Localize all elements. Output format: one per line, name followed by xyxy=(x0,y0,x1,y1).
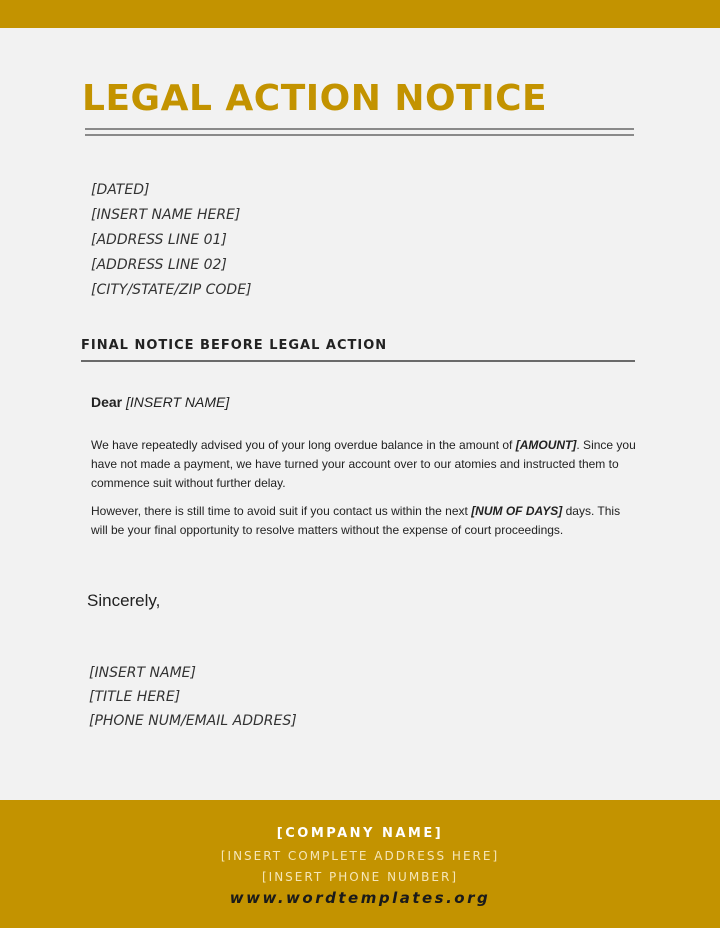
section-rule xyxy=(81,360,635,362)
paragraph-2-text-end: days. This will be your final opportunity to resolve matters without the expense of court proceedings. xyxy=(91,504,621,537)
recipient-block xyxy=(91,181,252,306)
section-title: FINAL NOTICE BEFORE LEGAL ACTION xyxy=(81,338,388,353)
paragraph-1-text: We have repeatedly advised you of your long overdue balance in the amount of xyxy=(91,438,516,452)
signature-title: [TITLE HERE] xyxy=(89,689,181,705)
address-line-2: [ADDRESS LINE 02] xyxy=(91,257,227,273)
address-line-1: [ADDRESS LINE 01] xyxy=(91,232,227,248)
signature-name: [INSERT NAME] xyxy=(89,665,196,681)
salutation-name: [INSERT NAME] xyxy=(126,394,230,410)
signature-block xyxy=(89,664,297,736)
paragraph-1-text-end: . Since you have not made a payment, we have turned your account over to our atomies and instructed them to commence suit without further delay. xyxy=(91,438,636,490)
city-state-zip: [CITY/STATE/ZIP CODE] xyxy=(91,282,252,298)
recipient-name: [INSERT NAME HERE] xyxy=(91,207,241,223)
footer-bar xyxy=(0,800,720,928)
signature-contact: [PHONE NUM/EMAIL ADDRES] xyxy=(89,713,297,729)
salutation xyxy=(91,394,229,410)
title-rule-top xyxy=(85,128,634,130)
days-placeholder: [NUM OF DAYS] xyxy=(471,504,563,518)
dated-field: [DATED] xyxy=(91,182,150,198)
footer-company-name: [COMPANY NAME] xyxy=(276,826,444,841)
footer-website-link[interactable]: www.wordtemplates.org xyxy=(229,889,491,907)
document-title: LEGAL ACTION NOTICE xyxy=(82,78,548,119)
footer-phone: [INSERT PHONE NUMBER] xyxy=(261,870,459,884)
body-paragraph-2 xyxy=(91,502,636,540)
amount-placeholder: [AMOUNT] xyxy=(515,438,577,452)
footer-address: [INSERT COMPLETE ADDRESS HERE] xyxy=(220,849,500,863)
top-accent-bar xyxy=(0,0,720,28)
paragraph-2-text: However, there is still time to avoid suit if you contact us within the next xyxy=(91,504,472,518)
salutation-word: Dear xyxy=(91,394,123,410)
body-paragraph-1 xyxy=(91,436,636,493)
title-rule-bottom xyxy=(85,134,634,136)
closing: Sincerely, xyxy=(87,591,161,610)
